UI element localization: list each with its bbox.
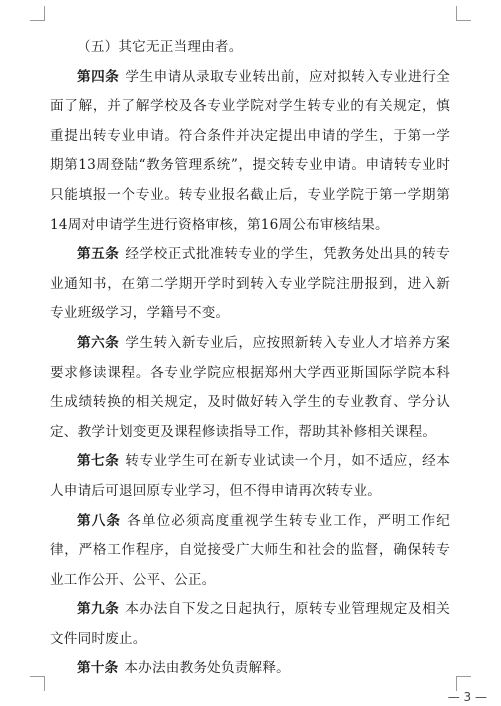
article-text: 转专业学生可在新专业试读一个月，如不适应，经本人申请后可退回原专业学习，但不得申请再次转专业。 — [50, 453, 450, 499]
article-7 — [50, 447, 450, 506]
article-heading: 第五条 — [77, 246, 120, 263]
page-number: — 3 — — [447, 690, 487, 704]
article-heading: 第八条 — [77, 512, 122, 529]
article-10 — [50, 654, 450, 684]
crop-mark-top-left — [30, 6, 45, 21]
article-text: 学生转入新专业后，应按照新转入专业人才培养方案要求修读课程。各专业学院应根据郑州大学西亚斯国际学院本科生成绩转换的相关规定，及时做好转入学生的专业教育、学分认定、教学计划变更及课程修读指导工作，帮助其补修相关课程。 — [50, 334, 450, 440]
article-text: 经学校正式批准转专业的学生，凭教务处出具的转专业通知书，在第二学期开学时到转入专业学院注册报到，进入新专业班级学习，学籍号不变。 — [50, 246, 450, 322]
article-8 — [50, 507, 450, 596]
crop-mark-bottom-right — [456, 676, 471, 691]
article-5 — [50, 240, 450, 329]
article-heading: 第四条 — [77, 68, 120, 85]
article-text: 本办法自下发之日起执行，原转专业管理规定及相关文件同时废止。 — [50, 601, 450, 647]
article-text: 各单位必须高度重视学生转专业工作，严明工作纪律，严格工作程序，自觉接受广大师生和社会的监督，确保转专业工作公开、公平、公正。 — [50, 512, 450, 588]
article-4 — [50, 63, 450, 241]
crop-mark-bottom-left — [30, 676, 45, 691]
crop-mark-top-right — [456, 6, 471, 21]
article-heading: 第六条 — [77, 334, 120, 351]
paragraph-text: （五）其它无正当理由者。 — [77, 39, 243, 55]
article-heading: 第七条 — [77, 453, 120, 470]
article-text: 学生申请从录取专业转出前，应对拟转入专业进行全面了解，并了解学校及各专业学院对学生转专业的有关规定，慎重提出转专业申请。符合条件并决定提出申请的学生，于第一学期第13周登陆“教务管理系统”，提交转专业申请。申请转专业时只能填报一个专业。转专业报名截止后，专业学院于第一学期第14周对申请学生进行资格审核，第16周公布审核结果。 — [50, 68, 450, 233]
article-text: 本办法由教务处负责解释。 — [124, 660, 290, 677]
article-heading: 第九条 — [77, 601, 120, 618]
article-heading: 第十条 — [77, 660, 119, 677]
document-body — [50, 33, 450, 684]
article-9 — [50, 595, 450, 654]
paragraph-item-5 — [50, 33, 450, 63]
article-6 — [50, 329, 450, 447]
